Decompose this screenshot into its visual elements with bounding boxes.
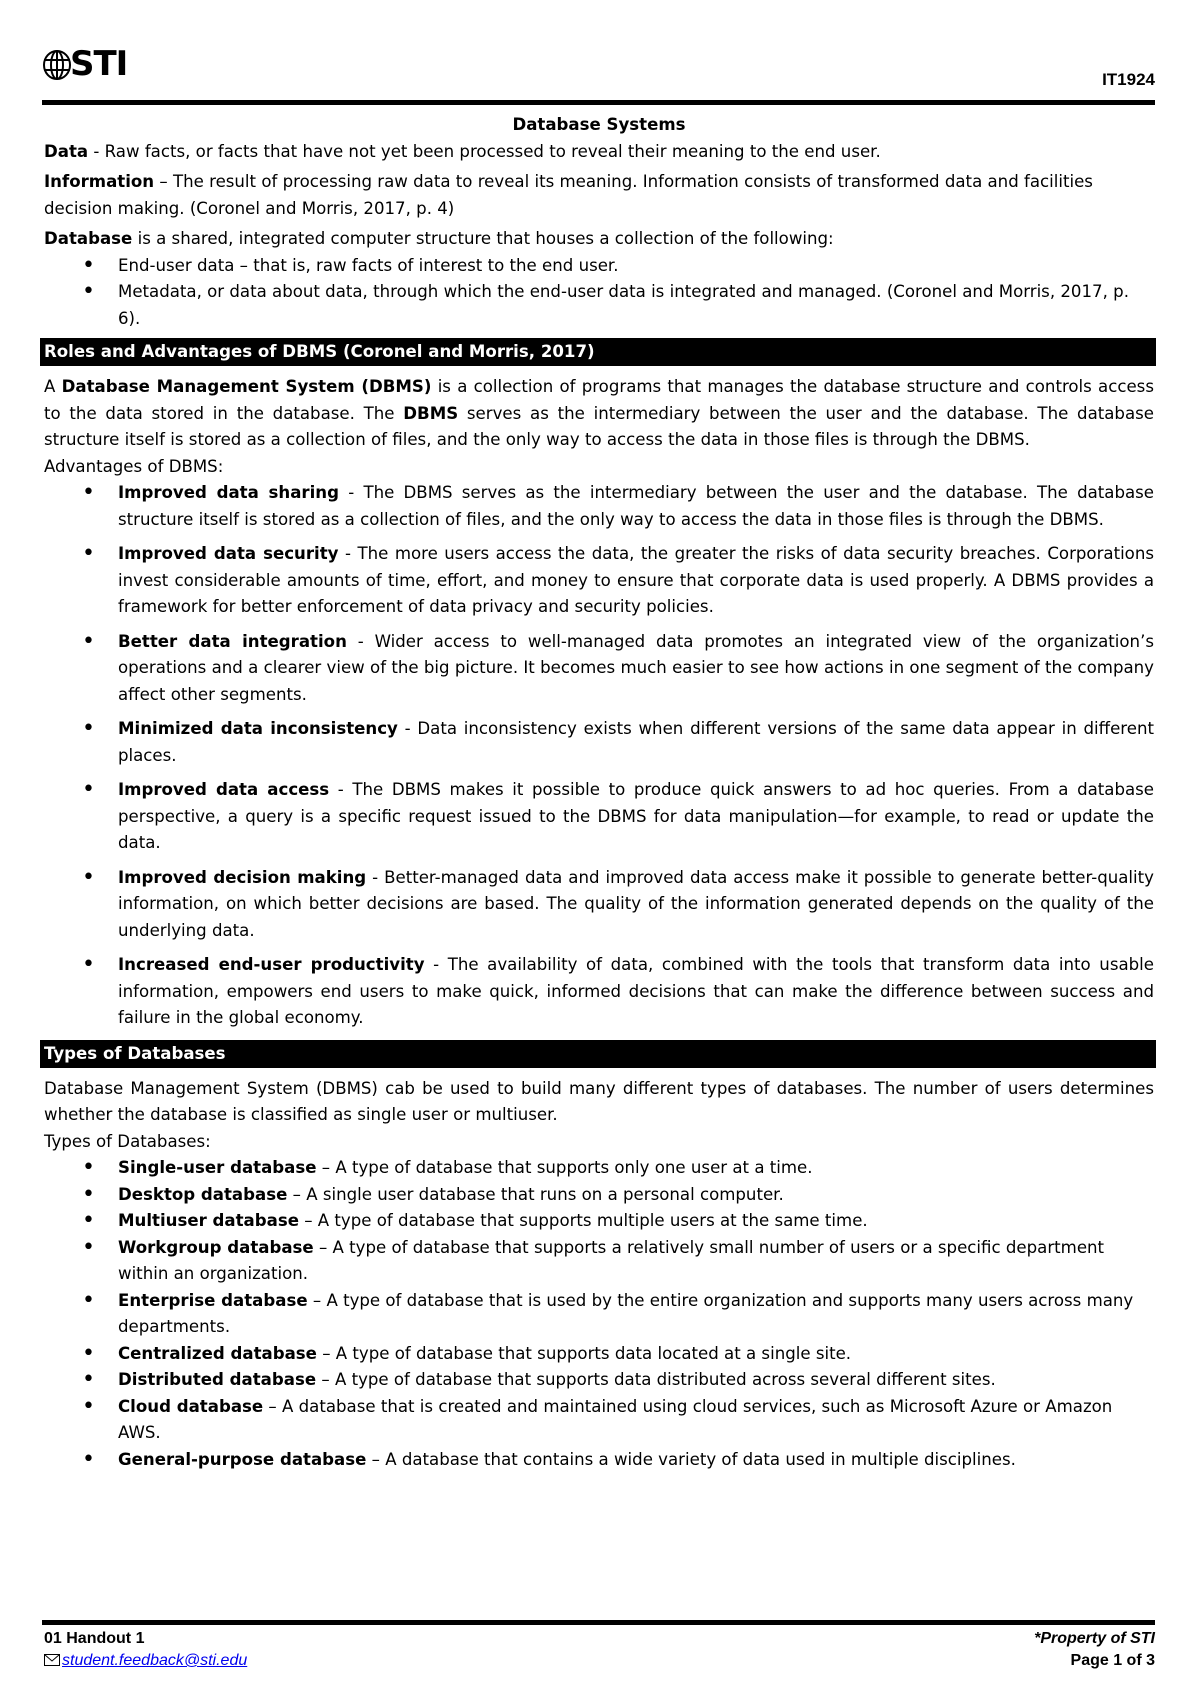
- sti-logo: [42, 46, 142, 86]
- text: - Data inconsistency exists when different versions of the same data appear in different places.: [118, 719, 1154, 765]
- globe-icon: [42, 46, 72, 84]
- section-heading-dbms: Roles and Advantages of DBMS (Coronel and Morris, 2017): [40, 338, 1156, 366]
- definition-information: [44, 169, 1154, 222]
- text: – A type of database that supports only one user at a time.: [316, 1158, 813, 1177]
- term: Database Management System (DBMS): [61, 377, 432, 396]
- list-item: [118, 480, 1154, 533]
- text: – A database that is created and maintained using cloud services, such as Microsoft Azure or Amazon AWS.: [118, 1396, 1113, 1442]
- term: Enterprise database: [118, 1290, 308, 1310]
- page-number: Page 1 of 3: [1070, 1652, 1155, 1669]
- term: DBMS: [403, 403, 459, 423]
- list-item: • Metadata, or data about data, through which the end-user data is integrated and managed. (Coronel and Morris, 2017, p. 6).: [118, 279, 1154, 332]
- term: Database: [44, 229, 133, 248]
- list-item: [118, 1235, 1154, 1288]
- text: - Wider access to well-managed data promotes an integrated view of the organization’s operations and a clearer view of the big picture. It becomes much easier to see how actions in one segment of the company affect other segments.: [118, 631, 1154, 704]
- term: Improved data access: [118, 780, 330, 799]
- list-item: [118, 1367, 1154, 1394]
- advantages-label: Advantages of DBMS:: [44, 456, 224, 476]
- types-paragraph: Database Management System (DBMS) cab be used to build many different types of databases. The number of users determines whether the database is classified as single user or multiuser.: [44, 1078, 1154, 1124]
- feedback-email-link[interactable]: student.feedback@sti.edu: [62, 1652, 248, 1669]
- term: Improved data security: [118, 544, 339, 563]
- text: - The DBMS makes it possible to produce quick answers to ad hoc queries. From a database perspective, a query is a specific request issued to the DBMS for data manipulation—for example, to read or update the data.: [118, 780, 1154, 852]
- feedback-email-row: [44, 1650, 247, 1672]
- text: – A type of database that supports multiple users at the same time.: [298, 1211, 868, 1230]
- text: is a collection of programs that manages the database structure and controls access to the data stored in the database. The: [44, 377, 1154, 423]
- list-item: [118, 1288, 1154, 1341]
- text: – A type of database that supports a relatively small number of users or a specific department within an organization.: [118, 1237, 1105, 1283]
- section-heading-types: Types of Databases: [40, 1040, 1156, 1068]
- text: - The more users access the data, the greater the risks of data security breaches. Corporations invest considerable amounts of time, effort, and money to ensure that corporate data is used properly. A DBMS provides a framework for better enforcement of data privacy and security policies.: [118, 544, 1154, 616]
- term: Minimized data inconsistency: [118, 719, 398, 738]
- list-item: [118, 629, 1154, 709]
- term: Improved data sharing: [118, 483, 339, 502]
- database-contents-list: [44, 253, 1154, 333]
- term: Distributed database: [118, 1370, 317, 1389]
- envelope-icon: [44, 1654, 60, 1666]
- term: Improved decision making: [118, 867, 367, 887]
- document-body: [44, 112, 1154, 1473]
- definition-database: [44, 226, 1154, 253]
- course-code: IT1924: [1102, 70, 1155, 89]
- list-item: [118, 1394, 1154, 1447]
- page-title: Database Systems: [512, 115, 686, 134]
- list-item: • End-user data – that is, raw facts of interest to the end user.: [118, 253, 1154, 280]
- text: – A type of database that is used by the entire organization and supports many users across many departments.: [118, 1290, 1134, 1336]
- term: Multiuser database: [118, 1211, 299, 1230]
- list-item: [118, 1341, 1154, 1368]
- text: – A type of database that supports data distributed across several different sites.: [316, 1370, 996, 1389]
- handout-label: 01 Handout 1: [44, 1630, 145, 1647]
- term: Single-user database: [118, 1158, 317, 1177]
- term: Workgroup database: [118, 1237, 314, 1257]
- header-rule: [42, 100, 1155, 105]
- text: A: [44, 377, 62, 396]
- text: - The availability of data, combined with the tools that transform data into usable information, empowers end users to make quick, informed decisions that can make the difference between success and failure in the global economy.: [118, 955, 1154, 1027]
- types-label: Types of Databases:: [44, 1131, 211, 1151]
- term: Centralized database: [118, 1343, 317, 1363]
- text: - Better-managed data and improved data access make it possible to generate better-quality information, on which better decisions are based. The quality of the information generated depends on the quality of the underlying data.: [118, 867, 1154, 940]
- term: Cloud database: [118, 1396, 264, 1416]
- term: Data: [44, 141, 89, 161]
- list-item: [118, 716, 1154, 769]
- list-item: [118, 1155, 1154, 1182]
- list-item: [118, 1447, 1154, 1474]
- list-item: [118, 1182, 1154, 1209]
- definition-text: - Raw facts, or facts that have not yet been processed to reveal their meaning to the end user.: [88, 141, 881, 161]
- term: General-purpose database: [118, 1449, 367, 1469]
- database-types-list: [44, 1155, 1154, 1473]
- dbms-paragraph: [44, 374, 1154, 454]
- term: Better data integration: [118, 631, 347, 651]
- advantages-list: [44, 480, 1154, 1032]
- footer-right: [1034, 1628, 1155, 1672]
- text: – A single user database that runs on a personal computer.: [287, 1184, 784, 1204]
- term: Increased end-user productivity: [118, 955, 425, 974]
- property-notice: *Property of STI: [1034, 1630, 1155, 1647]
- list-item: [118, 952, 1154, 1032]
- definition-text: is a shared, integrated computer structure that houses a collection of the following:: [132, 229, 834, 248]
- logo-text: STI: [70, 44, 128, 84]
- text: - The DBMS serves as the intermediary between the user and the database. The database structure itself is stored as a collection of files, and the only way to access the data in those files is through the DBMS.: [118, 483, 1154, 529]
- footer-rule: [42, 1620, 1155, 1625]
- footer-left: [44, 1628, 247, 1672]
- definition-data: [44, 139, 1154, 166]
- definition-text: – The result of processing raw data to reveal its meaning. Information consists of transformed data and facilities decision making. (Coronel and Morris, 2017, p. 4): [44, 172, 1093, 218]
- list-item: [118, 865, 1154, 945]
- text: – A type of database that supports data located at a single site.: [316, 1343, 852, 1363]
- text: – A database that contains a wide variety of data used in multiple disciplines.: [366, 1449, 1016, 1469]
- term: Information: [44, 172, 155, 191]
- list-item: [118, 1208, 1154, 1235]
- term: Desktop database: [118, 1184, 288, 1204]
- text: serves as the intermediary between the user and the database. The database structure itself is stored as a collection of files, and the only way to access the data in those files is through the DBMS.: [44, 403, 1154, 449]
- list-item: [118, 777, 1154, 857]
- list-item: [118, 541, 1154, 621]
